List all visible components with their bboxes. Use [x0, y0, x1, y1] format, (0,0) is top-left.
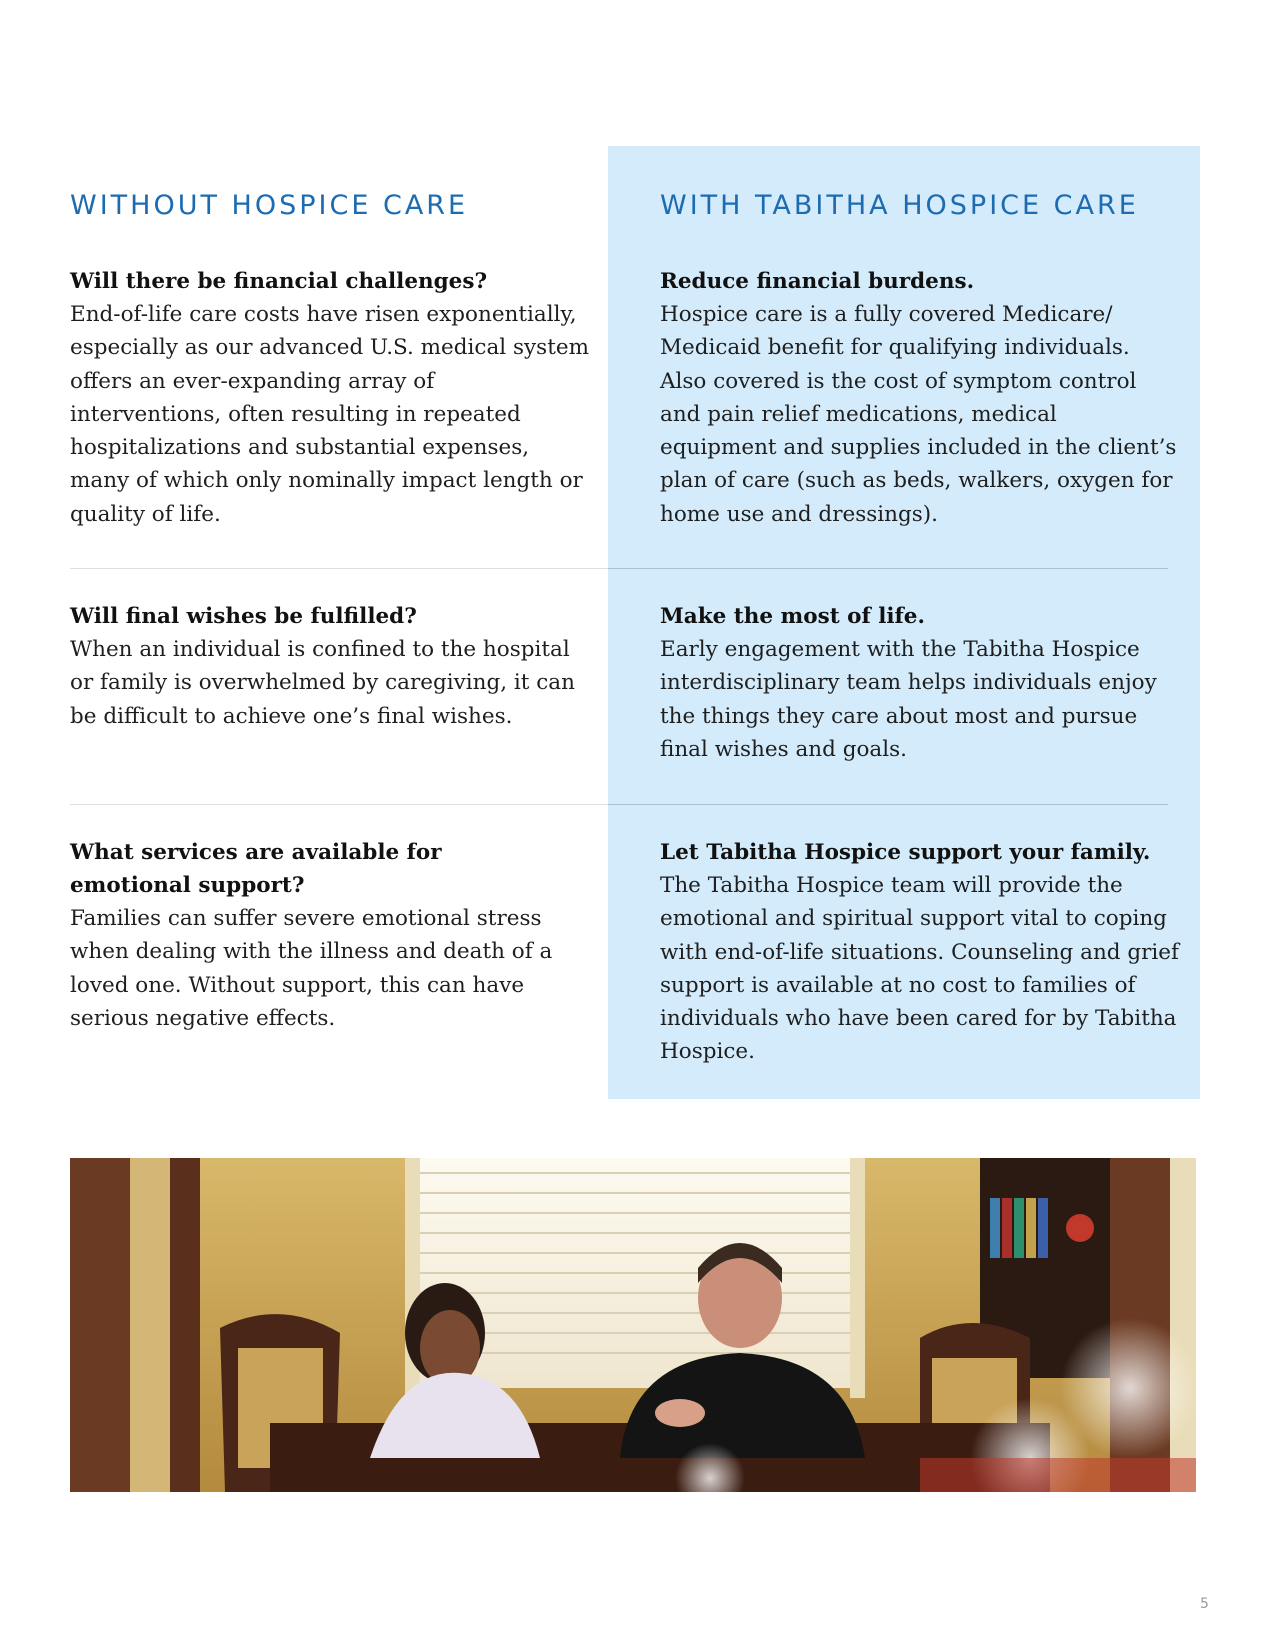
- section-title: Will there be financial challenges?: [70, 269, 488, 294]
- page-number: 5: [1200, 1596, 1209, 1612]
- most-of-life-section: [660, 600, 1180, 766]
- family-support-section: [660, 836, 1180, 1069]
- divider-left-2: [70, 804, 608, 805]
- with-hospice-heading: WITH TABITHA HOSPICE CARE: [660, 190, 1139, 221]
- section-body: Families can suffer severe emotional stress when dealing with the illness and death of a loved one. Without support, this can have serious negative effects.: [70, 906, 553, 1031]
- section-body: Hospice care is a fully covered Medicare/ Medicaid benefit for qualifying individuals. Also covered is the cost of symptom control and pain relief medications, medical equipment and supplies included in the client’s plan of care (such as beds, walkers, oxygen for home use and dressings).: [660, 302, 1177, 527]
- section-body: End-of-life care costs have risen exponentially, especially as our advanced U.S. medical system offers an ever-expanding array of interventions, often resulting in repeated hospitalizations and substantial expenses, many of which only nominally impact length or quality of life.: [70, 302, 589, 527]
- section-title: Let Tabitha Hospice support your family.: [660, 840, 1151, 865]
- reduce-burdens-section: [660, 265, 1180, 531]
- meeting-photo: [70, 1158, 1196, 1492]
- final-wishes-section: [70, 600, 590, 733]
- section-title: Will final wishes be fulfilled?: [70, 604, 417, 629]
- section-title: What services are available for emotional support?: [70, 840, 442, 898]
- section-title: Reduce financial burdens.: [660, 269, 975, 294]
- divider-right-2: [608, 804, 1168, 805]
- financial-challenges-section: [70, 265, 590, 531]
- without-hospice-heading: WITHOUT HOSPICE CARE: [70, 190, 469, 221]
- divider-right-1: [608, 568, 1168, 569]
- section-body: The Tabitha Hospice team will provide the emotional and spiritual support vital to coping with end-of-life situations. Counseling and grief support is available at no cost to families of individuals who have been cared for by Tabitha Hospice.: [660, 873, 1179, 1065]
- divider-left-1: [70, 568, 608, 569]
- emotional-support-section: [70, 836, 570, 1035]
- section-body: Early engagement with the Tabitha Hospice interdisciplinary team helps individuals enjoy the things they care about most and pursue final wishes and goals.: [660, 637, 1157, 762]
- section-title: Make the most of life.: [660, 604, 925, 629]
- section-body: When an individual is confined to the hospital or family is overwhelmed by caregiving, it can be difficult to achieve one’s final wishes.: [70, 637, 575, 729]
